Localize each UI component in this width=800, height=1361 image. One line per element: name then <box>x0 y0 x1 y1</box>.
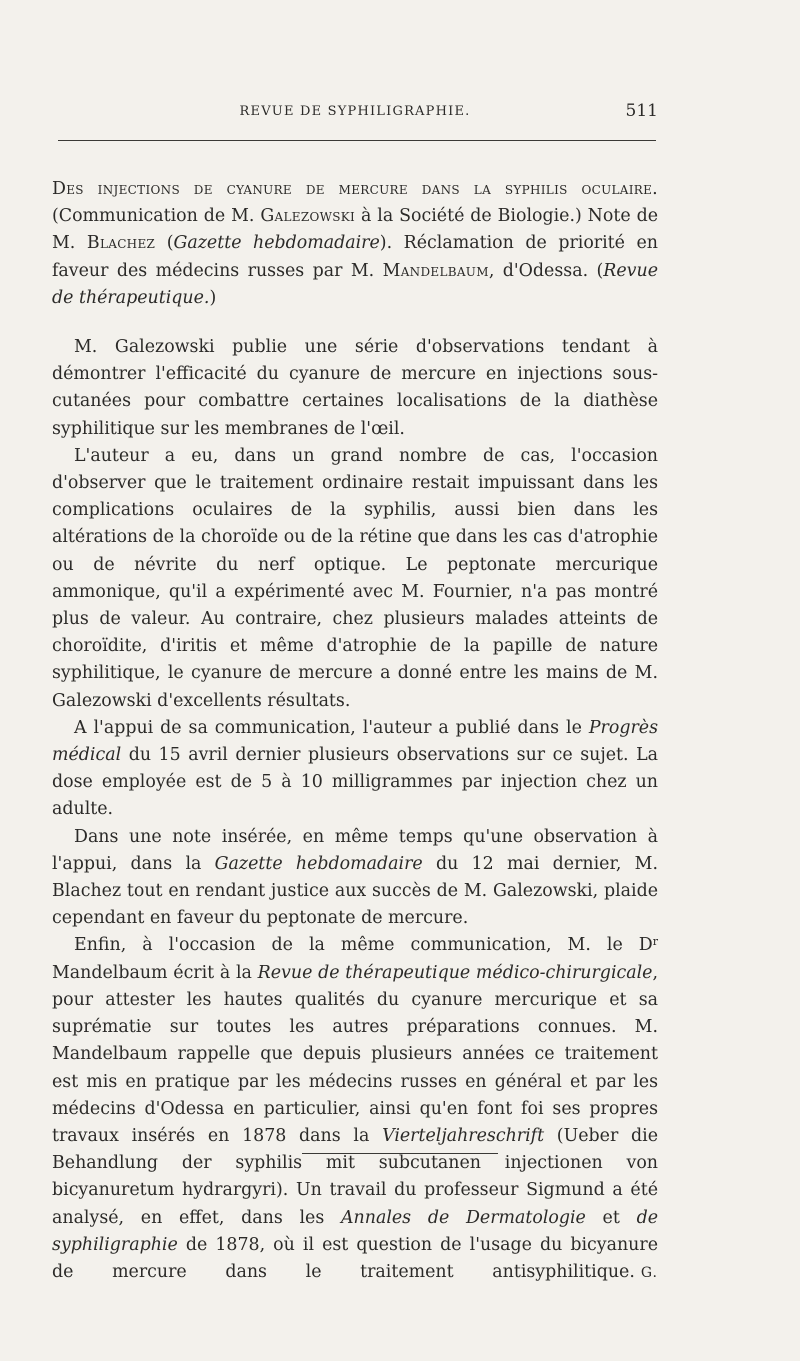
paragraph-3: A l'appui de sa communication, l'auteur a publié dans le Progrès médical du 15 avril dernier plusieurs observations sur ce sujet. La dose employée est de 5 à 10 milligrammes par injection chez un adulte. <box>52 717 658 820</box>
journal-title: Revue de thérapeutique. <box>52 260 658 308</box>
journal-title: Annales de Dermatologie <box>341 1207 586 1228</box>
journal-title: Vierteljahreschrift <box>382 1125 545 1146</box>
author-signature: G. <box>640 1264 658 1281</box>
article-title: Des injections de cyanure de mercure dans la syphilis oculaire. (Communication de M. Galezowski à la Société de Biologie.) Note de M. Blachez (Gazette hebdomadaire). Réclamation de priorité en faveur des médecins russes par M. Mandelbaum, d'Odessa. (Revue de thérapeutique.) <box>52 179 658 308</box>
paragraph-1: M. Galezowski publie une série d'observations tendant à démontrer l'efficacité du cyanure de mercure en injections sous-cutanées pour combattre certaines localisations de la diathèse syphilitique sur les membranes de l'œil. <box>52 337 658 439</box>
page-number: 511 <box>625 101 658 121</box>
running-title: REVUE DE SYPHILIGRAPHIE. <box>239 104 471 119</box>
page-header <box>52 101 658 128</box>
journal-title: Gazette hebdomadaire <box>214 853 423 874</box>
author-name: Mandelbaum <box>382 260 489 281</box>
title-lead: Des injections de cyanure de mercure dans la syphilis oculaire. <box>52 179 658 199</box>
journal-title: de syphiligraphie <box>52 1207 658 1255</box>
article <box>52 176 658 1287</box>
paragraph-4: Dans une note insérée, en même temps qu'une observation à l'appui, dans la Gazette hebdomadaire du 12 mai dernier, M. Blachez tout en rendant justice aux succès de M. Galezowski, plaide cependant en faveur du peptonate de mercure. <box>52 826 658 929</box>
end-rule <box>302 1153 498 1154</box>
journal-title: Progrès médical <box>52 717 658 766</box>
paragraph-5: Enfin, à l'occasion de la même communication, M. le $D^r$ Mandelbaum écrit à la Revue de thérapeutique médico-chirurgicale, pour attester les hautes qualités du cyanure mercurique et sa suprématie sur toutes les autres préparations connues. M. Mandelbaum rappelle que depuis plusieurs années ce traitement est mis en pratique par les médecins russes en général et par les médecins d'Odessa en particulier, ainsi qu'en font foi ses propres travaux insérés en 1878 dans la Vierteljahreschrift (Ueber die Behandlung der syphilis mit subcutanen injectionen von bicyanuretum hydrargyri). Un travail du professeur Sigmund a été analysé, en effet, dans les Annales de Dermatologie et de syphiligraphie de 1878, où il est question de l'usage du bicyanure de mercure dans le traitement antisyphilitique. G. <box>52 935 658 1282</box>
paragraph-2: L'auteur a eu, dans un grand nombre de cas, l'occasion d'observer que le traitement ordinaire restait impuissant dans les complications oculaires de la syphilis, aussi bien dans les altérations de la choroïde ou de la rétine que dans les cas d'atrophie ou de névrite du nerf optique. Le peptonate mercurique ammonique, qu'il a expérimenté avec M. Fournier, n'a pas montré plus de valeur. Au contraire, chez plusieurs malades atteints de choroïdite, d'iritis et même d'atrophie de la papille de nature syphilitique, le cyanure de mercure a donné entre les mains de M. Galezowski d'excellents résultats. <box>52 445 658 711</box>
header-rule <box>58 140 656 141</box>
author-name: Blachez <box>86 233 156 254</box>
journal-title: Revue de thérapeutique médico-chirurgicale <box>257 962 653 983</box>
author-name: Galezowski <box>260 206 356 227</box>
journal-title: Gazette hebdomadaire <box>173 233 380 254</box>
